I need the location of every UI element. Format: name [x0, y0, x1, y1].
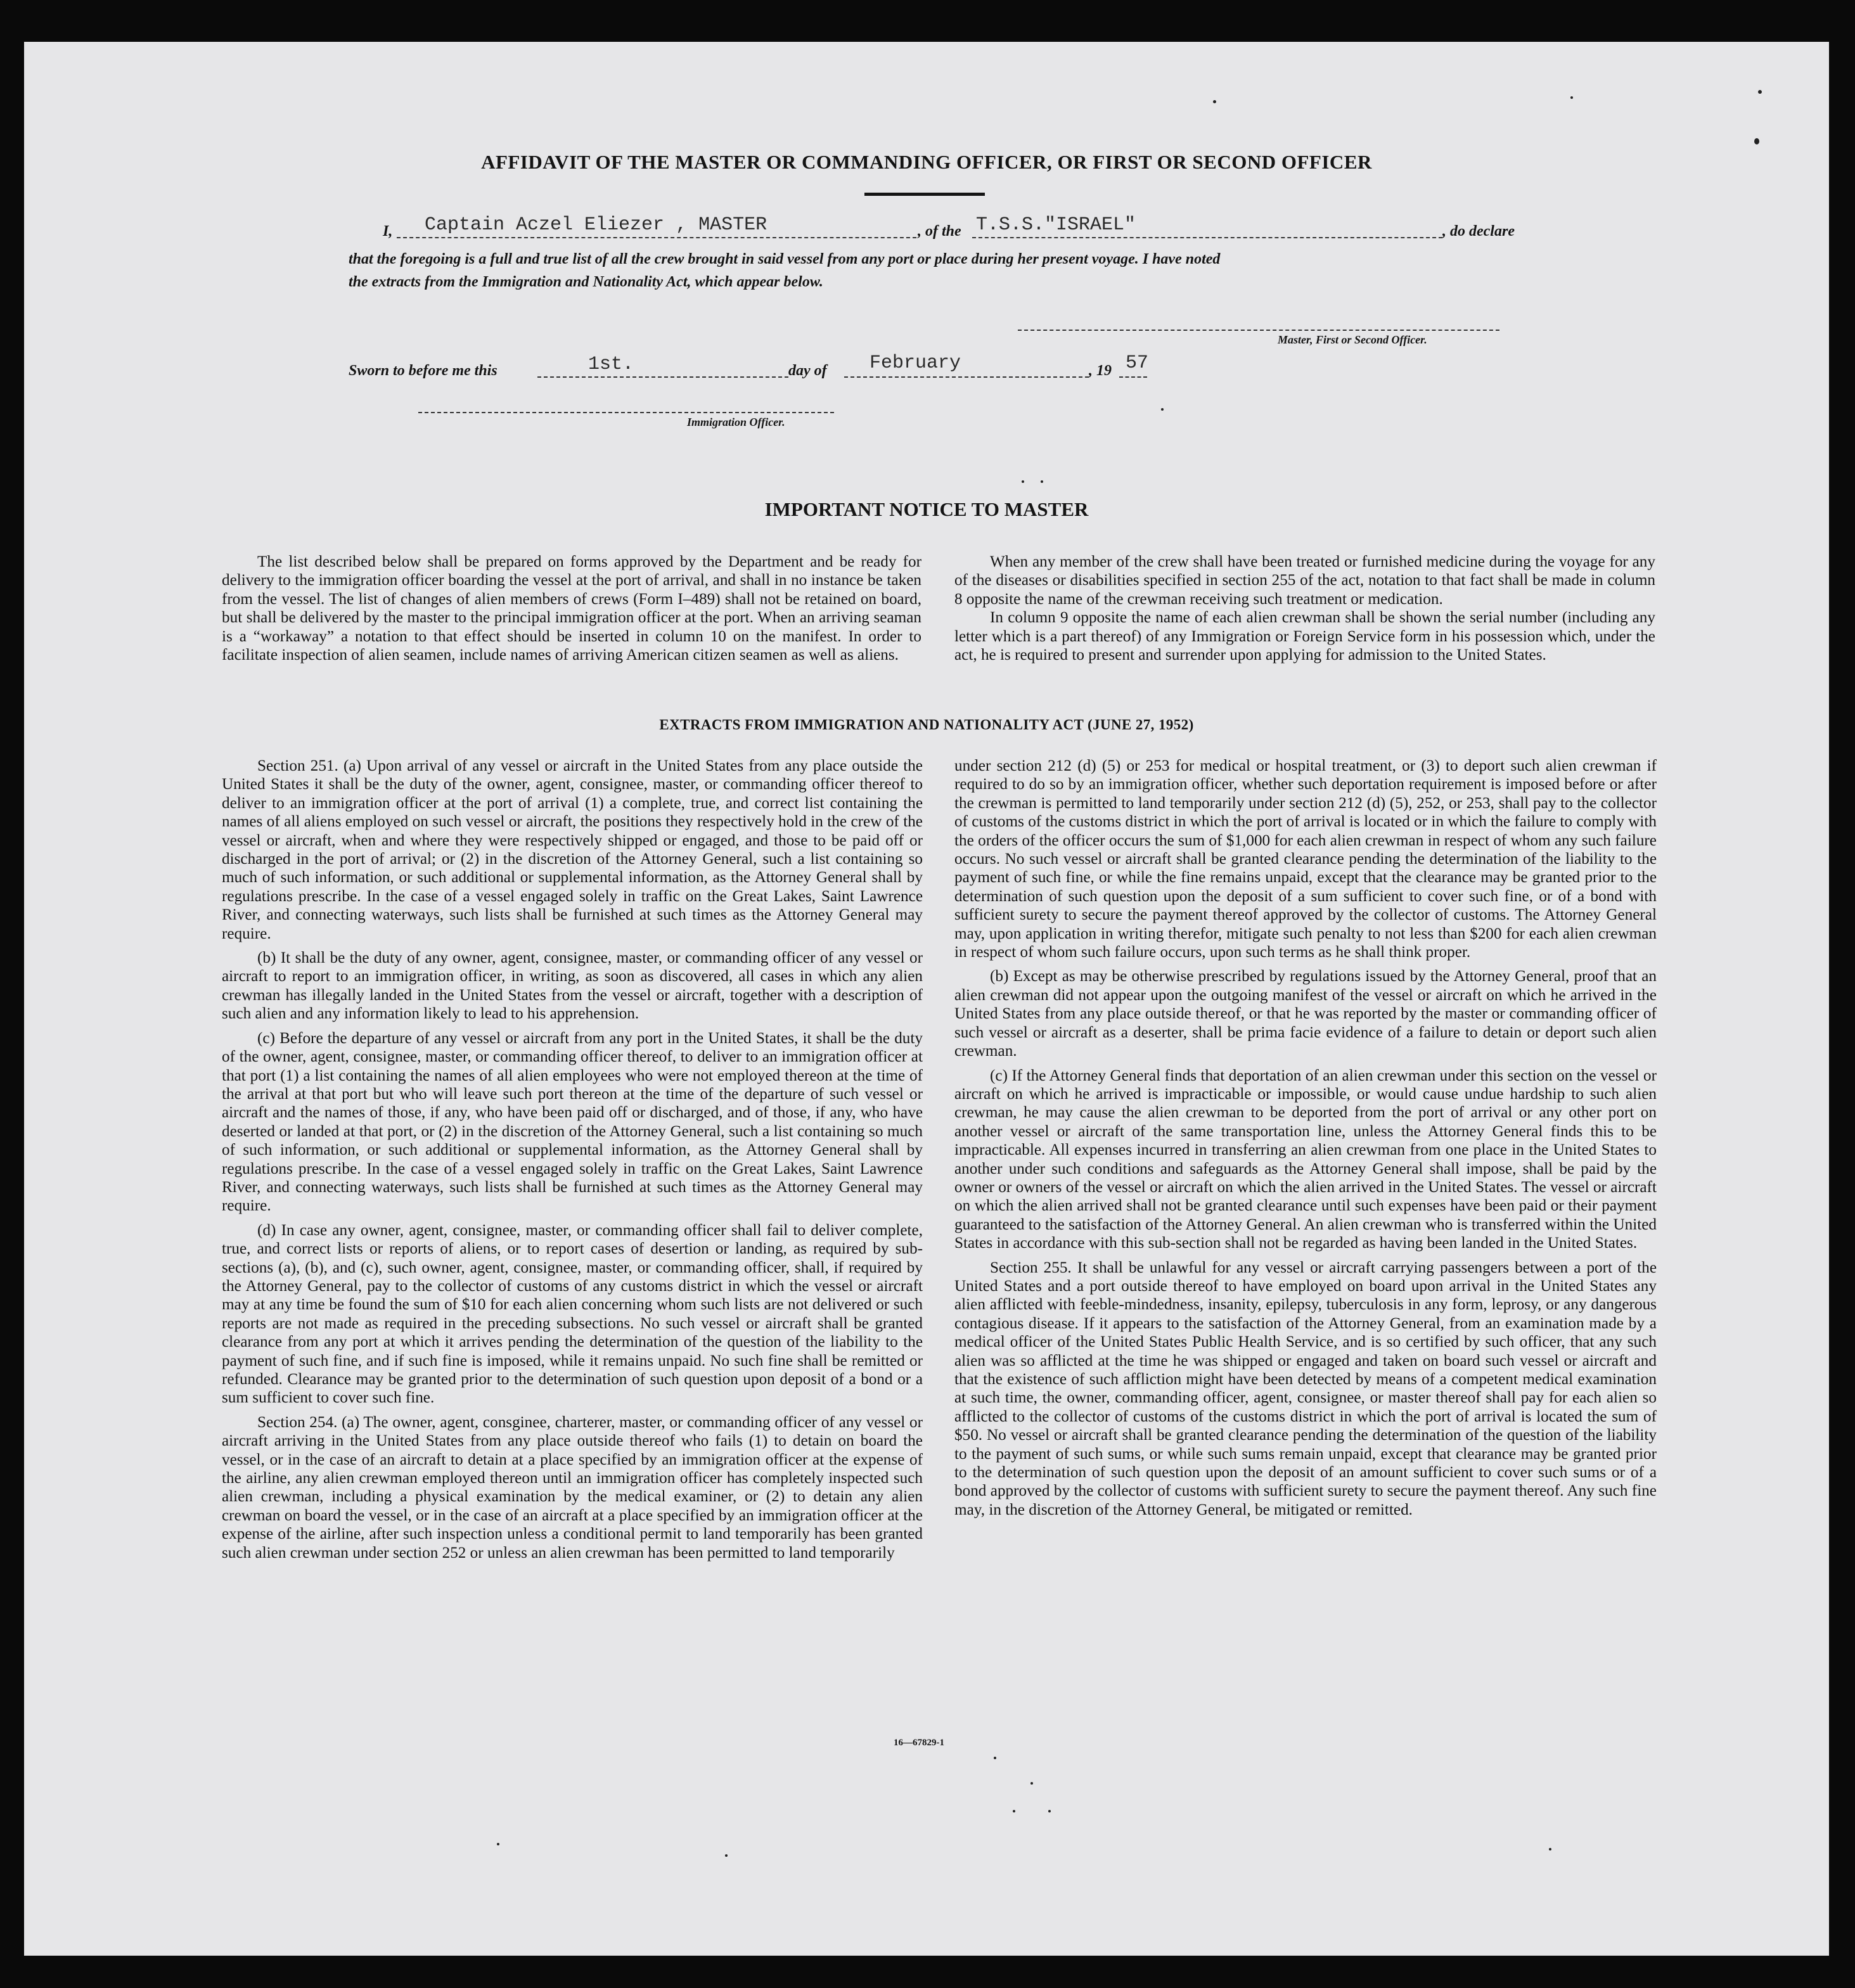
affidavit-i-prefix: I,	[383, 223, 393, 240]
scan-speck	[1754, 138, 1759, 144]
of-the-label: , of the	[918, 223, 961, 240]
section-254-a: Section 254. (a) The owner, agent, consginee, charterer, master, or commanding officer of any vessel or aircraft arriving in the United States from any place outside thereof who fails (1) to detain on board the vessel, or in the case of an aircraft to detain at a place specified by an immigration officer at the expense of the airline, any alien crewman employed thereon until an immigration officer has completely inspected such alien crewman, including a physical examination by the medical examiner, or (2) to detain any alien crewman on board the vessel, or in the case of an aircraft at a place specified by an immigration officer at the expense of the airline, after such inspection unless a conditional permit to land temporarily has been granted such alien crewman under section 252 or unless an alien crewman has been permitted to land temporarily	[222, 1413, 923, 1562]
title-rule	[864, 193, 985, 196]
section-254-c: (c) If the Attorney General finds that deportation of an alien crewman under this section on the vessel or aircraft on which he arrived is impracticable or impossible, or would cause undue hardship to such alien crewman, he may cause the alien crewman to be deported from the port of arrival or any other port on another vessel or aircraft of the same transportation line, unless the Attorney General finds this to be impracticable. All expenses incurred in transferring an alien crewman from one place in the United States to another under such conditions and safeguards as the Attorney General shall impose, shall be paid by the owner or owners of the vessel or aircraft on which the alien arrived in the United States. The vessel or aircraft on which the alien arrived shall not be granted clearance until such expenses have been paid or their payment guaranteed to the satisfaction of the Attorney General. An alien crewman who is transferred within the United States in accordance with this sub-section shall not be regarded as having been landed in the United States.	[954, 1067, 1657, 1252]
form-code: 16—67829-1	[894, 1738, 944, 1748]
sworn-month-line	[844, 376, 1089, 378]
do-declare-label: , do declare	[1442, 223, 1515, 240]
sworn-day-value: 1st.	[588, 354, 634, 375]
master-name-value: Captain Aczel Eliezer , MASTER	[425, 214, 767, 236]
extracts-title: EXTRACTS FROM IMMIGRATION AND NATIONALITY ACT (JUNE 27, 1952)	[659, 717, 1194, 733]
scan-speck	[1213, 100, 1216, 103]
vessel-value: T.S.S."ISRAEL"	[976, 214, 1136, 236]
section-254-b: (b) Except as may be otherwise prescribed by regulations issued by the Attorney General, proof that an alien crewman did not appear upon the outgoing manifest of the vessel or aircraft on which he arrived in the United States from any place outside thereof, or that he was reported by the master or commanding officer of such vessel or aircraft as a deserter, shall be prima facie evidence of a failure to detain or deport such alien crewman.	[954, 968, 1657, 1060]
notice-right-paragraph-1: When any member of the crew shall have been treated or furnished medicine during the voyage for any of the diseases or disabilities specified in section 255 of the act, notation to that fact shall be made in column 8 opposite the name of the crewman receiving such treatment or medication.	[954, 553, 1655, 608]
section-251-a: Section 251. (a) Upon arrival of any vessel or aircraft in the United States from any place outside the United States it shall be the duty of the owner, agent, consignee, master, or commanding officer thereof to deliver to an immigration officer at the port of arrival (1) a complete, true, and correct list containing the names of all aliens employed on such vessel or aircraft, the positions they respectively hold in the crew of the vessel or aircraft, when and where they were respectively shipped or engaged, and those to be paid off or discharged in the port of arrival; or (2) in the discretion of the Attorney General, such a list containing so much of such information, or such additional or supplemental information, as the Attorney General shall by regulations prescribe. In the case of a vessel engaged solely in traffic on the Great Lakes, Saint Lawrence River, and connecting waterways, such lists shall be furnished at such times as the Attorney General may require.	[222, 757, 923, 942]
section-254-a-continued: under section 212 (d) (5) or 253 for medical or hospital treatment, or (3) to deport such alien crewman if required to do so by an immigration officer, whether such deportation requirement is imposed before or after the crewman is permitted to land temporarily under section 212 (d) (5), 252, or 253, shall pay to the collector of customs of the customs district in which the port of arrival is located or in which the failure to comply with the orders of the officer occurs the sum of $1,000 for each alien crewman in respect of whom any such failure occurs. No such vessel or aircraft shall be granted clearance pending the determination of the liability to the payment of such fine, or while the fine remains unpaid, except that the clearance may be granted prior to the determination of such question upon the deposit of a sum sufficient to cover such fine, or of a bond with sufficient surety to secure the payment thereof approved by the collector of customs. The Attorney General may, upon application in writing therefor, mitigate such penalty to not less than $200 for each alien crewman in respect of whom such failure occurs, upon such terms as he shall think proper.	[954, 757, 1657, 961]
sworn-year-line	[1119, 376, 1147, 378]
notice-left-paragraph: The list described below shall be prepared on forms approved by the Department and be ready for delivery to the immigration officer boarding the vessel at the port of arrival, and shall in no instance be taken from the vessel. The list of changes of alien members of crews (Form I–489) shall not be retained on board, but shall be delivered by the master to the principal immigration officer at the port. When an arriving seaman is a “workaway” a notation to that effect should be inserted in column 10 on the manifest. In order to facilitate inspection of alien seamen, include names of arriving American citizen seamen as well as aliens.	[222, 553, 921, 664]
scan-speck	[497, 1843, 499, 1845]
officer-signature-caption: Immigration Officer.	[687, 416, 785, 428]
section-251-d: (d) In case any owner, agent, consignee, master, or commanding officer shall fail to deliver complete, true, and correct lists or reports of aliens, or to report cases of desertion or landing, as required by sub-sections (a), (b), and (c), such owner, agent, consignee, master, or commanding officer, shall, if required by the Attorney General, pay to the collector of customs of any customs district in which the vessel or aircraft may at any time be found the sum of $10 for each alien concerning whom such lists are not delivered or such reports are not made as required in the preceding subsections. No such vessel or aircraft shall be granted clearance from any port at which it arrives pending the determination of the question of the liability to the payment of such fine, and if such fine is imposed, while it remains unpaid. No such fine shall be remitted or refunded. Clearance may be granted prior to the determination of such question upon deposit of a bond or a sum sufficient to cover such fine.	[222, 1221, 923, 1407]
extracts-right-column	[954, 757, 1657, 1519]
affidavit-title: AFFIDAVIT OF THE MASTER OR COMMANDING OFFICER, OR FIRST OR SECOND OFFICER	[481, 151, 1372, 173]
scan-speck	[1758, 90, 1762, 94]
scan-speck	[1048, 1810, 1051, 1812]
day-of-label: day of	[788, 362, 827, 379]
sworn-month-value: February	[870, 352, 961, 374]
scan-speck	[1022, 480, 1024, 483]
scan-speck	[1030, 1782, 1033, 1785]
master-signature-line	[1018, 330, 1499, 331]
scan-speck	[725, 1854, 728, 1857]
sworn-day-line	[537, 376, 788, 378]
notice-left-column	[222, 553, 921, 664]
section-251-b: (b) It shall be the duty of any owner, agent, consignee, master, or commanding officer of any vessel or aircraft to report to an immigration officer, in writing, as soon as discovered, all cases in which any alien crewman has illegally landed in the United States from the vessel or aircraft, together with a description of such alien and any information likely to lead to his apprehension.	[222, 949, 923, 1023]
scan-speck	[1549, 1848, 1551, 1850]
section-251-c: (c) Before the departure of any vessel or aircraft from any port in the United States, it shall be the duty of the owner, agent, consignee, master, or commanding officer thereof, to deliver to an immigration officer at that port (1) a list containing the names of all alien employees who were not employed thereon at the time of the arrival at that port but who will leave such port thereon at the time of the departure of such vessel or aircraft and the names of those, if any, who have been paid off or discharged, and of those, if any, who have deserted or landed at that port, or (2) in the discretion of the Attorney General, such a list containing so much of such information, or such additional or supplemental information, as the Attorney General shall by regulations prescribe. In the case of a vessel engaged solely in traffic on the Great Lakes, Saint Lawrence River, and connecting waterways, such lists shall be furnished at such times as the Attorney General may require.	[222, 1029, 923, 1215]
notice-title: IMPORTANT NOTICE TO MASTER	[764, 498, 1089, 520]
officer-signature-line	[418, 412, 834, 413]
section-255: Section 255. It shall be unlawful for any vessel or aircraft carrying passengers between a port of the United States and a port outside thereof to have employed on board upon arrival in the United States any alien afflicted with feeble-mindedness, insanity, epilepsy, tuberculosis in any form, leprosy, or any dangerous contagious disease. If it appears to the satisfaction of the Attorney General, from an examination made by a medical officer of the United States Public Health Service, and is so certified by such officer, that any such alien was so afflicted at the time he was shipped or engaged and taken on board such vessel or aircraft and that the existence of such affliction might have been detected by means of a competent medical examination at such time, the owner, commanding officer, agent, consignee, or master thereof shall pay for each alien so afflicted to the collector of customs of the customs district in which the port of arrival is located the sum of $50. No vessel or aircraft shall be granted clearance pending the determination of the question of the liability to the payment of such sums, or while such sums remain unpaid, except that clearance may be granted prior to the determination of such question upon the deposit of an amount sufficient to cover such sums or of a bond approved by the collector of customs with sufficient surety to secure the payment thereof. Any such fine may, in the discretion of the Attorney General, be mitigated or remitted.	[954, 1259, 1657, 1518]
scan-speck	[1161, 408, 1164, 411]
affidavit-line-2: that the foregoing is a full and true list of all the crew brought in said vessel from any port or place during her present voyage. I have noted	[349, 251, 1221, 267]
vessel-line	[972, 237, 1442, 238]
document-page	[24, 42, 1829, 1956]
affidavit-line-3: the extracts from the Immigration and Nationality Act, which appear below.	[349, 274, 823, 290]
scan-speck	[1013, 1810, 1015, 1812]
notice-right-paragraph-2: In column 9 opposite the name of each alien crewman shall be shown the serial number (including any letter which is a part thereof) of any Immigration or Foreign Service form in his possession which, under the act, he is required to present and surrender upon applying for admission to the United States.	[954, 609, 1655, 664]
scan-speck	[994, 1757, 996, 1759]
scan-speck	[1041, 480, 1043, 483]
year-prefix: , 19	[1089, 362, 1112, 379]
master-signature-caption: Master, First or Second Officer.	[1278, 333, 1427, 346]
extracts-left-column	[222, 757, 923, 1562]
sworn-prefix: Sworn to before me this	[349, 362, 497, 379]
sworn-year-value: 57	[1126, 352, 1149, 374]
notice-right-column	[954, 553, 1655, 664]
master-name-line	[397, 237, 916, 238]
scan-speck	[1570, 96, 1573, 99]
